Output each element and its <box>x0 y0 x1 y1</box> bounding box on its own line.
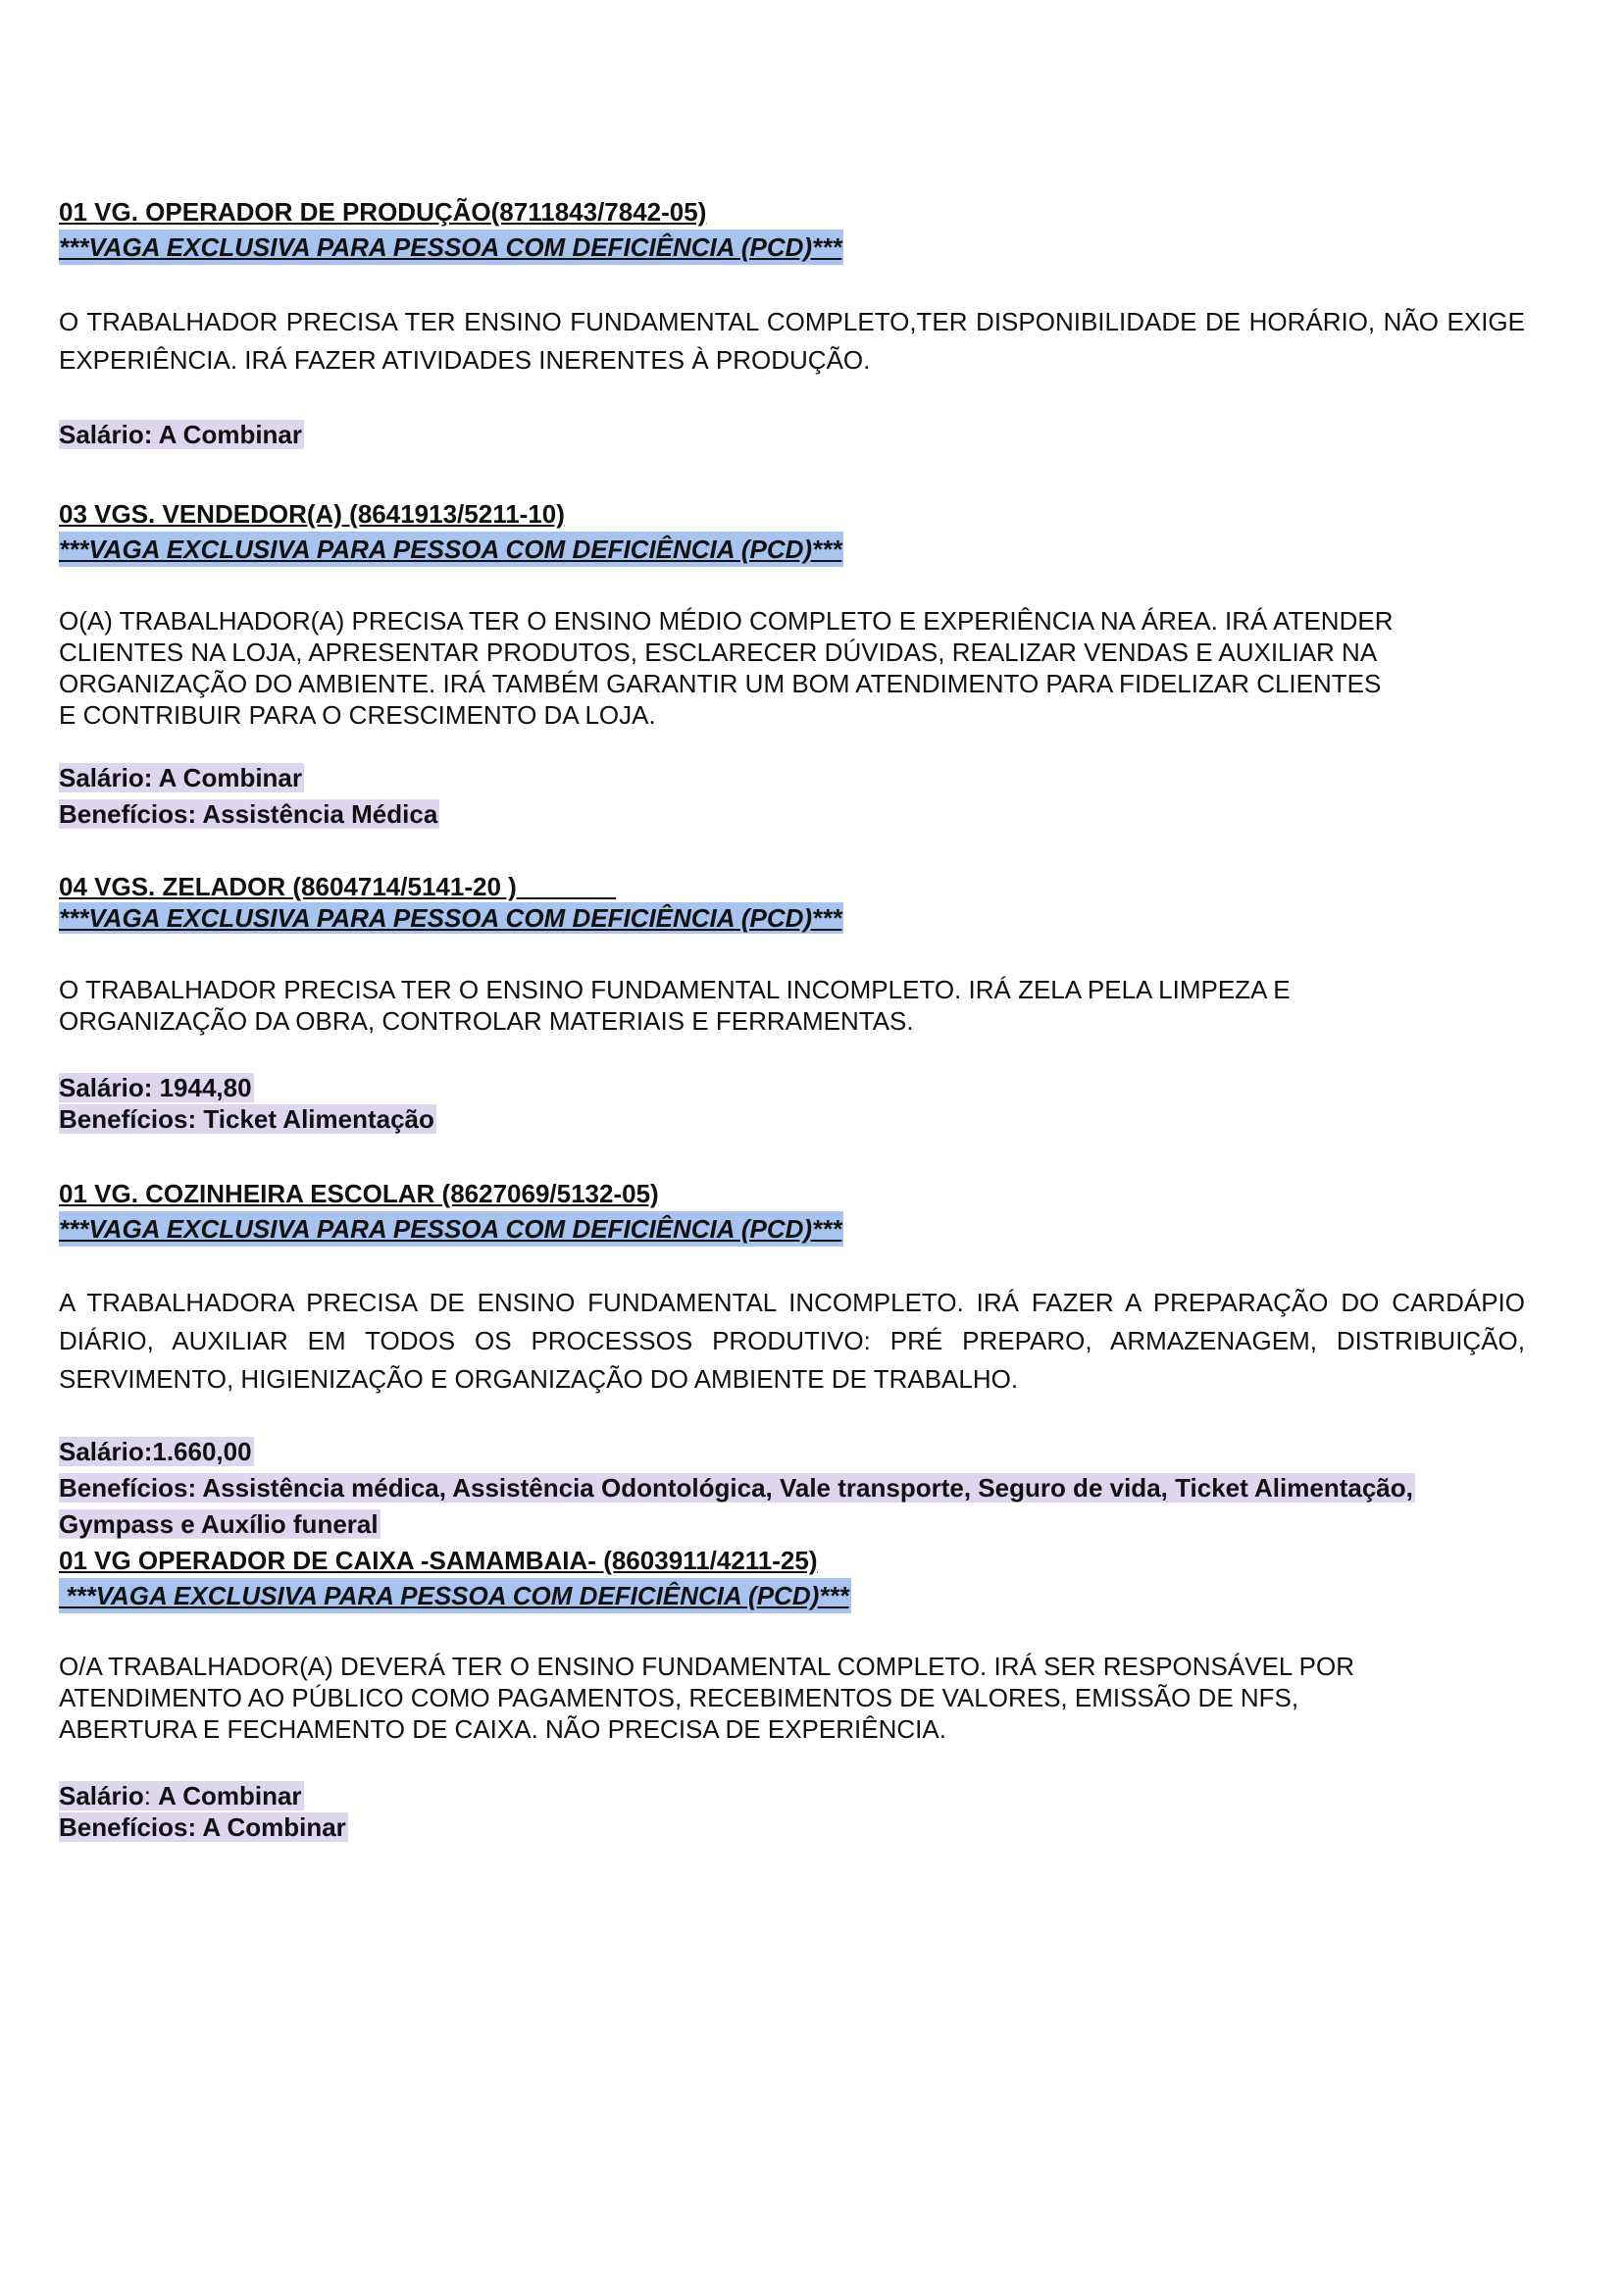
description-line: ATENDIMENTO AO PÚBLICO COMO PAGAMENTOS, RECEBIMENTOS DE VALORES, EMISSÃO DE NFS, <box>59 1683 1299 1712</box>
description-line: O(A) TRABALHADOR(A) PRECISA TER O ENSINO MÉDIO COMPLETO E EXPERIÊNCIA NA ÁREA. IRÁ ATENDER <box>59 606 1394 636</box>
description-line: ABERTURA E FECHAMENTO DE CAIXA. NÃO PRECISA DE EXPERIÊNCIA. <box>59 1714 946 1744</box>
job-listings <box>59 194 1525 1843</box>
job-description: A TRABALHADORA PRECISA DE ENSINO FUNDAMENTAL INCOMPLETO. IRÁ FAZER A PREPARAÇÃO DO CARDÁPIO DIÁRIO, AUXILIAR EM TODOS OS PROCESSOS PRODUTIVO: PRÉ PREPARO, ARMAZENAGEM, DISTRIBUIÇÃO, SERVIMENTO, HIGIENIZAÇÃO E ORGANIZAÇÃO DO AMBIENTE DE TRABALHO. <box>59 1288 1525 1394</box>
job-description <box>59 974 1525 1037</box>
description-line: O/A TRABALHADOR(A) DEVERÁ TER O ENSINO FUNDAMENTAL COMPLETO. IRÁ SER RESPONSÁVEL POR <box>59 1652 1354 1681</box>
job-listing-cozinheira-escolar <box>59 1176 1525 1543</box>
job-salary: Salário: 1944,80 <box>59 1073 252 1102</box>
job-title: 04 VGS. ZELADOR (8604714/5141-20 )_______ <box>59 872 617 901</box>
job-benefits: Benefícios: Ticket Alimentação <box>59 1104 434 1134</box>
job-salary: Salário: A Combinar <box>59 420 303 449</box>
description-line: O TRABALHADOR PRECISA TER O ENSINO FUNDAMENTAL INCOMPLETO. IRÁ ZELA PELA LIMPEZA E <box>59 975 1291 1004</box>
pcd-notice: ***VAGA EXCLUSIVA PARA PESSOA COM DEFICIÊNCIA (PCD)*** <box>59 903 842 933</box>
salary-label: Salário <box>59 1781 144 1810</box>
salary-value: A Combinar <box>158 1781 302 1810</box>
description-line: ORGANIZAÇÃO DO AMBIENTE. IRÁ TAMBÉM GARANTIR UM BOM ATENDIMENTO PARA FIDELIZAR CLIENTES <box>59 669 1382 698</box>
job-title: 01 VG. OPERADOR DE PRODUÇÃO(8711843/7842-05) <box>59 197 707 227</box>
description-line: CLIENTES NA LOJA, APRESENTAR PRODUTOS, ESCLARECER DÚVIDAS, REALIZAR VENDAS E AUXILIAR NA <box>59 637 1378 667</box>
description-line: ORGANIZAÇÃO DA OBRA, CONTROLAR MATERIAIS E FERRAMENTAS. <box>59 1006 914 1036</box>
job-listing-vendedor <box>59 496 1525 833</box>
pcd-notice: ***VAGA EXCLUSIVA PARA PESSOA COM DEFICIÊNCIA (PCD)*** <box>59 532 843 567</box>
description-line: E CONTRIBUIR PARA O CRESCIMENTO DA LOJA. <box>59 700 656 730</box>
job-benefits: Benefícios: A Combinar <box>59 1812 346 1842</box>
job-listing-zelador <box>59 871 1525 1135</box>
pcd-notice: ***VAGA EXCLUSIVA PARA PESSOA COM DEFICIÊNCIA (PCD)*** <box>59 1578 851 1613</box>
job-listing-operador-caixa <box>59 1543 1525 1843</box>
job-benefits: Benefícios: Assistência médica, Assistência Odontológica, Vale transporte, Seguro de vida, Ticket Alimentação, Gympass e Auxílio funeral <box>59 1473 1413 1539</box>
job-description <box>59 1651 1525 1745</box>
job-benefits: Benefícios: Assistência Médica <box>59 799 438 829</box>
job-description <box>59 605 1525 731</box>
job-title: 01 VG. COZINHEIRA ESCOLAR (8627069/5132-05) <box>59 1179 659 1208</box>
pcd-notice: ***VAGA EXCLUSIVA PARA PESSOA COM DEFICIÊNCIA (PCD)*** <box>59 229 843 265</box>
job-description: O TRABALHADOR PRECISA TER ENSINO FUNDAMENTAL COMPLETO,TER DISPONIBILIDADE DE HORÁRIO, NÃO EXIGE EXPERIÊNCIA. IRÁ FAZER ATIVIDADES INERENTES À PRODUÇÃO. <box>59 307 1525 375</box>
salary-separator: : <box>143 1781 159 1810</box>
job-title: 03 VGS. VENDEDOR(A) (8641913/5211-10) <box>59 499 565 529</box>
job-listing-operador-producao <box>59 194 1525 453</box>
pcd-notice: ***VAGA EXCLUSIVA PARA PESSOA COM DEFICIÊNCIA (PCD)*** <box>59 1211 843 1247</box>
job-salary: Salário: A Combinar <box>59 763 303 792</box>
job-salary <box>59 1781 304 1810</box>
job-salary: Salário:1.660,00 <box>59 1437 252 1466</box>
job-title: 01 VG OPERADOR DE CAIXA -SAMAMBAIA- (8603911/4211-25) <box>59 1546 818 1575</box>
